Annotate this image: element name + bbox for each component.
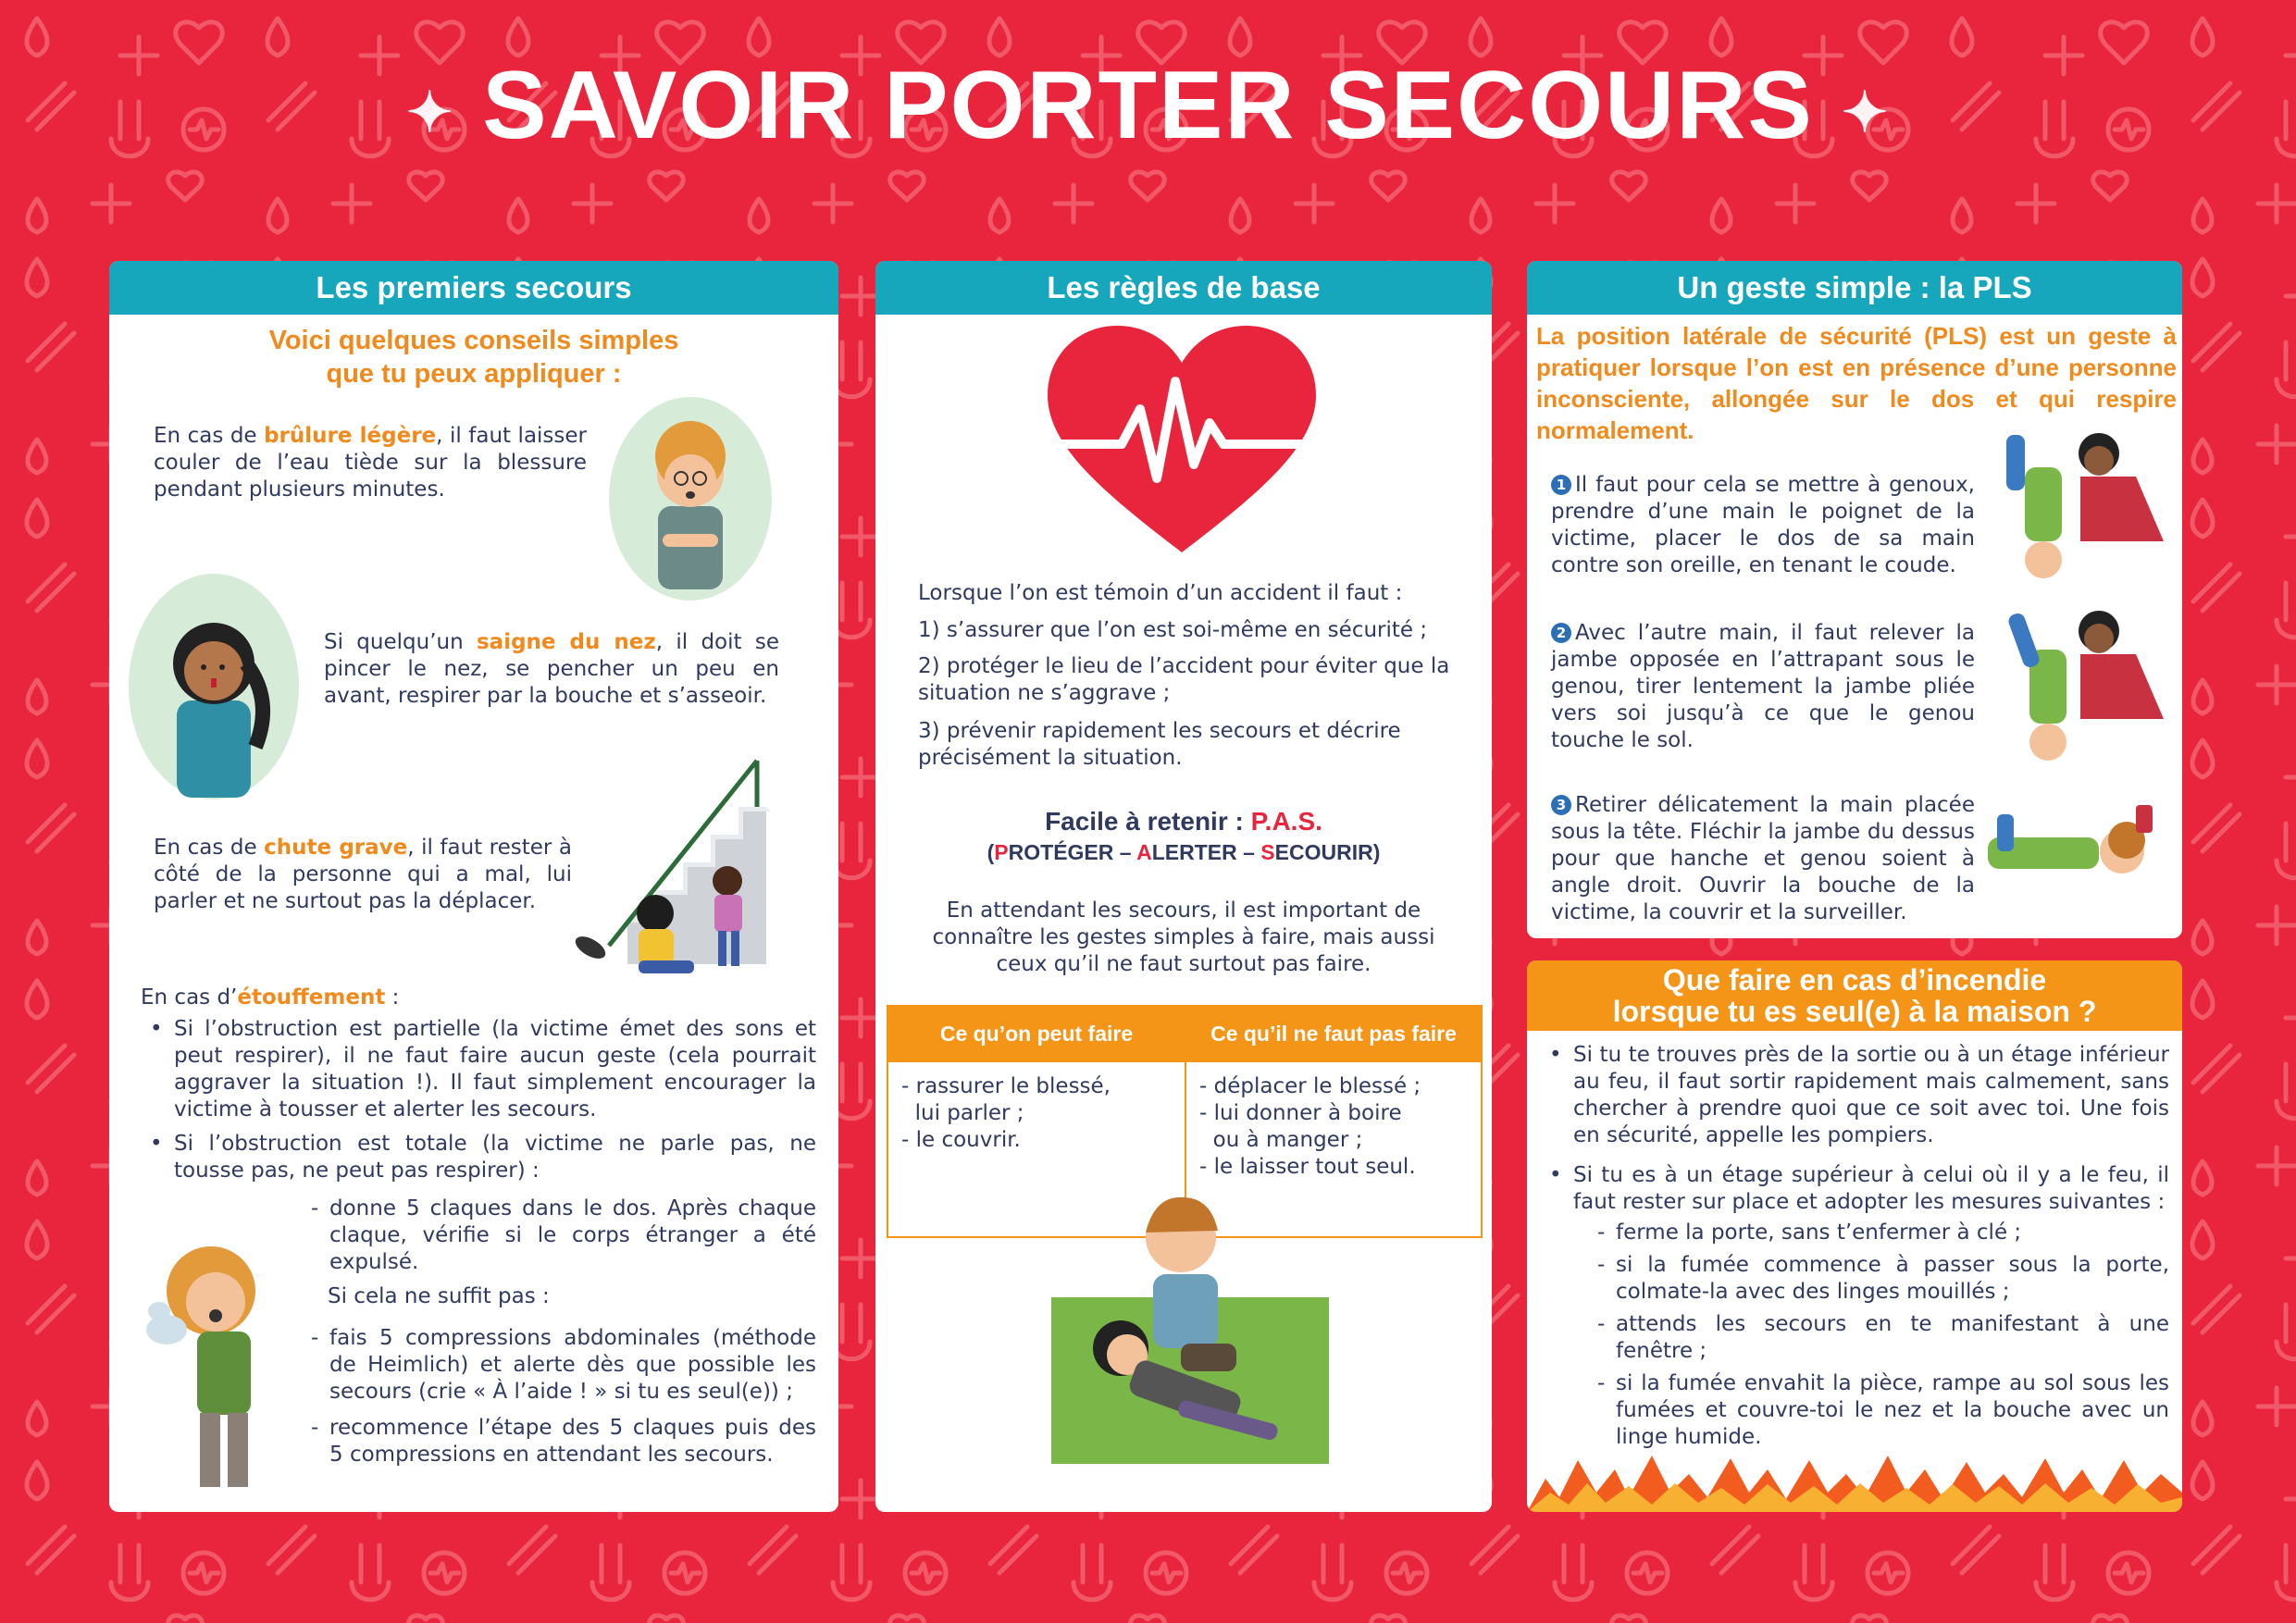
panel-header: Les règles de base: [875, 261, 1492, 315]
fire-header-line-2: lorsque tu es seul(e) à la maison ?: [1612, 995, 2097, 1028]
panel-header: Les premiers secours: [109, 261, 838, 315]
dont-item: - le laisser tout seul.: [1199, 1155, 1416, 1179]
mnemo-label: Facile à retenir :: [1045, 807, 1251, 836]
nose-key: saigne du nez: [476, 630, 656, 654]
fire-measure: - si la fumée envahit la pièce, rampe au sol sous les fumées et couvre-toi le nez et la bouche avec un linge humide.: [1597, 1370, 2169, 1451]
burn-advice: [154, 423, 587, 503]
nose-post: , il doit se pincer le nez, se pencher un peu en avant, respirer par la bouche et s’asseoir.: [324, 630, 779, 708]
step-text-1: Il faut pour cela se mettre à genoux, prendre d’une main le poignet de la victime, placer le dos de sa main contre son oreille, en tenant le coude.: [1551, 473, 1975, 577]
title-left-deco: ✦: [405, 81, 455, 143]
fall-pre: En cas de: [154, 836, 265, 860]
rule-2: 2) protéger le lieu de l’accident pour éviter que la situation ne s’aggrave ;: [918, 654, 1450, 705]
pls-step-3: [1551, 792, 1975, 926]
panel-incendie: [1527, 960, 2182, 1512]
step-number-2: 2: [1551, 623, 1571, 643]
waiting-text: En attendant les secours, il est important de connaître les gestes simples à faire, mais aussi ceux qu’il ne faut surtout pas faire.: [932, 898, 1435, 976]
do-item: - rassurer le blessé,: [901, 1074, 1111, 1098]
fall-post: , il faut rester à côté de la personne qui a mal, lui parler et ne surtout pas la déplacer.: [154, 836, 572, 913]
flames-decoration: [1527, 1442, 2182, 1512]
dont-item: - déplacer le blessé ;: [1199, 1074, 1421, 1098]
choke-bullets: [141, 1016, 816, 1192]
intro-line-2: que tu peux appliquer :: [326, 359, 622, 389]
panel-header: Un geste simple : la PLS: [1527, 261, 2182, 315]
nosebleed-advice: [324, 629, 779, 710]
fire-measure: - attends les secours en te manifestant à une fenêtre ;: [1597, 1311, 2169, 1365]
pas-letter-a: A: [1136, 840, 1152, 864]
pls-intro: La position latérale de sécurité (PLS) est un geste à pratiquer lorsque l’on est en présence d’une personne inconsciente, allongée sur le dos et qui respire normalement.: [1536, 322, 2177, 444]
step-number-3: 3: [1551, 795, 1571, 815]
fall-key: chute grave: [264, 836, 408, 860]
fire-header: [1527, 960, 2182, 1031]
burn-pre: En cas de: [154, 424, 265, 448]
rules-intro: Lorsque l’on est témoin d’un accident il faut :: [918, 581, 1403, 605]
dont-item: ou à manger ;: [1199, 1128, 1363, 1152]
fire-bullet-2: • Si tu es à un étage supérieur à celui où il y a le feu, il faut rester sur place et adopter les mesures suivantes :: [1540, 1162, 2169, 1216]
dont-item: - lui donner à boire: [1199, 1101, 1402, 1125]
panel-pls: [1527, 261, 2182, 938]
choke-step-3: - recommence l’étape des 5 claques puis des 5 compressions en attendant les secours.: [311, 1415, 816, 1468]
fire-measure: - si la fumée commence à passer sous la porte, colmate-la avec des linges mouillés ;: [1597, 1252, 2169, 1306]
choke-bullet-total: • Si l’obstruction est totale (la victime ne parle pas, ne tousse pas, ne peut pas respirer) :: [141, 1131, 816, 1184]
panel-regles-de-base: [875, 261, 1492, 1512]
step-text-2: Avec l’autre main, il faut relever la jambe opposée en l’attrapant sous le genou, tirer lentement la jambe pliée vers soi jusqu’à ce que le genou touche le sol.: [1551, 621, 1975, 752]
burn-post: , il faut laisser couler de l’eau tiède sur la blessure pendant plusieurs minutes.: [154, 424, 587, 502]
choke-steps-2: [311, 1325, 816, 1478]
rule-3: 3) prévenir rapidement les secours et décrire précisément la situation.: [918, 719, 1401, 770]
choke-key: étouffement: [237, 985, 386, 1010]
pas-letter-s: S: [1260, 840, 1275, 864]
choke-pre: En cas d’: [141, 985, 238, 1010]
pls-step-3-illustration: [1979, 796, 2173, 898]
nose-pre: Si quelqu’un: [324, 630, 477, 654]
pls-step-1-illustration: [1997, 426, 2173, 583]
pas-rest-a: LERTER: [1151, 840, 1237, 864]
burn-illustration: [607, 395, 774, 603]
step-text-3: Retirer délicatement la main placée sous la tête. Fléchir la jambe du dessus pour que hanche et genou soient à angle droit. Ouvrir la bouche de la victime, la couvrir et la surveiller.: [1551, 793, 1975, 924]
choking-illustration: [146, 1228, 304, 1505]
fall-stairs-illustration: [572, 733, 803, 983]
fire-bullets: [1540, 1042, 2169, 1223]
do-item: lui parler ;: [901, 1101, 1024, 1125]
panel-premiers-secours: [109, 261, 838, 1512]
pls-step-1: [1551, 472, 1975, 579]
heart-pulse-icon: [1048, 326, 1316, 557]
rule-1: 1) s’assurer que l’on est soi-même en sécurité ;: [918, 618, 1428, 642]
fire-header-line-1: Que faire en cas d’incendie: [1662, 963, 2047, 997]
do-item: - le couvrir.: [901, 1128, 1021, 1152]
pas-rest-p: ROTÉGER: [1008, 840, 1114, 864]
choke-steps: [311, 1196, 816, 1285]
nosebleed-illustration: [126, 571, 302, 807]
poster-title: [0, 51, 2296, 161]
choke-step-1: - donne 5 claques dans le dos. Après chaque claque, vérifie si le corps étranger a été expulsé.: [311, 1196, 816, 1276]
pls-step-2: [1551, 620, 1975, 754]
pas-rest-s: ECOURIR: [1274, 840, 1373, 864]
fire-measure: - ferme la porte, sans t’enfermer à clé ;: [1597, 1220, 2169, 1246]
choke-step-2: - fais 5 compressions abdominales (méthode de Heimlich) et alerte dès que possible les secours (crie « À l’aide ! » si tu es seul(e)) ;: [311, 1325, 816, 1406]
pas-letter-p: P: [994, 840, 1009, 864]
col-dont-header: Ce qu’il ne faut pas faire: [1185, 1006, 1482, 1061]
poster-title-text: SAVOIR PORTER SECOURS: [482, 52, 1814, 159]
choke-bullet-partial: • Si l’obstruction est partielle (la victime émet des sons et peut respirer), il ne faut faire aucun geste (cela pourrait aggraver la situation !). Il faut simplement encourager la victime à tousser et alerter les secours.: [141, 1016, 816, 1123]
pls-step-2-illustration: [1997, 603, 2173, 765]
panel-intro: [109, 324, 838, 390]
burn-key: brûlure légère: [264, 424, 437, 448]
fire-bullet-1: • Si tu te trouves près de la sortie ou à un étage inférieur au feu, il faut sortir rapidement mais calmement, sans chercher à prendre quoi que ce soit avec toi. Une fois en sécurité, appelle les pompiers.: [1540, 1042, 2169, 1149]
fall-advice: [154, 835, 572, 915]
choke-not-enough: Si cela ne suffit pas :: [328, 1284, 550, 1308]
mnemo-key: P.A.S.: [1250, 807, 1322, 836]
fire-measures: [1597, 1220, 2169, 1460]
choke-post: :: [385, 985, 400, 1010]
intro-line-1: Voici quelques conseils simples: [268, 326, 679, 355]
mnemonic: [875, 807, 1492, 865]
title-right-deco: ✦: [1841, 81, 1891, 143]
col-do-header: Ce qu’on peut faire: [887, 1006, 1185, 1061]
rescue-scene-illustration: [1042, 1196, 1338, 1473]
choke-title: [141, 985, 511, 1011]
step-number-1: 1: [1551, 475, 1571, 495]
pas-expansion: (PROTÉGER – ALERTER – SECOURIR): [987, 840, 1381, 864]
